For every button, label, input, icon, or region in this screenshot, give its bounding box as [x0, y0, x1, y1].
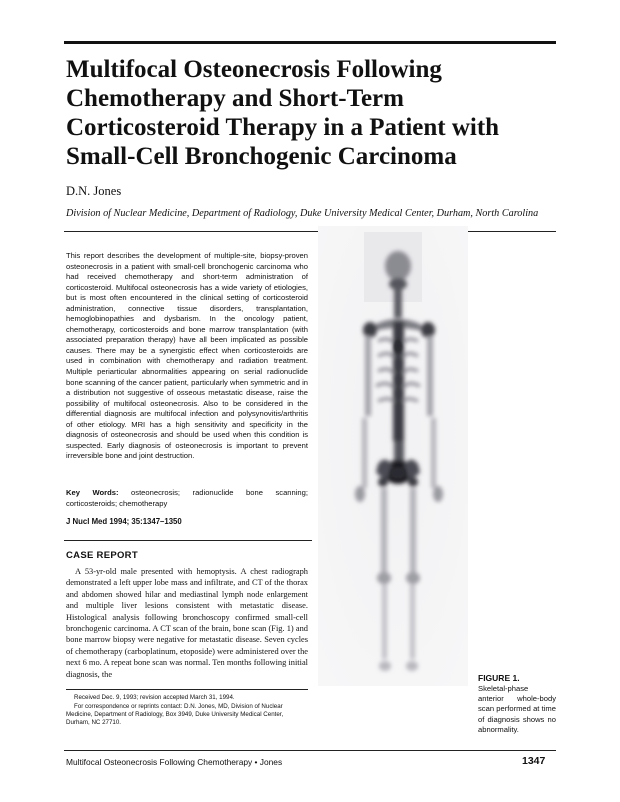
article-title: Multifocal Osteonecrosis Following Chemotherapy and Short-Term Corticosteroid Therapy in a Patient with Small-Cell Bronchogenic Carcinoma [66, 56, 500, 170]
footer-rule [64, 750, 556, 751]
keywords-label: Key Words: [66, 488, 119, 497]
abstract: This report describes the development of multiple-site, biopsy-proven osteonecrosis in a patient with small-cell bronchogenic carcinoma who had received chemotherapy and short-term administration of corticosteroid. Multifocal osteonecrosis has a wide variety of etiologies, but is most often encountered in the clinical setting of corticosteroid administration, connective tissue disorders, transplantation, hemoglobinopathies and dysbarism. In the oncology patient, chemotherapy, corticosteroids and bone marrow transplantation (with associated preparation therapy) have all been implicated as possible causes. There may be a synergistic effect when corticosteroids are used in combination with chemotherapy and radiation treatment. Multiple periarticular abnormalities appearing on serial radionuclide bone scanning of the cancer patient, particularly when symmetric and in a distribution not suggestive of osseous metastatic disease, raise the possibility of multifocal osteonecrosis. Also to be considered in the differential diagnosis are multifocal infection and polysynovitis/arthritis of other etiology. MRI has a high sensitivity and specificity in the diagnosis of osteonecrosis and should be used when this condition is suspected. Early diagnosis of osteonecrosis is important to prevent irreversible bone and joint destruction. [66, 251, 308, 461]
keywords-list: osteonecrosis; radionuclide bone scanning; corticosteroids; chemotherapy [66, 488, 308, 508]
footnote-received: Received Dec. 9, 1993; revision accepted March 31, 1994. [74, 694, 235, 701]
author-affiliation: Division of Nuclear Medicine, Department of Radiology, Duke University Medical Center, Durham, North Carolina [66, 208, 539, 219]
page-number: 1347 [522, 755, 546, 767]
section-heading: CASE REPORT [66, 550, 138, 561]
running-footer: Multifocal Osteonecrosis Following Chemotherapy • Jones [66, 757, 283, 767]
keywords [66, 488, 308, 509]
header-divider [64, 231, 556, 232]
author-name: D.N. Jones [66, 184, 122, 198]
journal-citation: J Nucl Med 1994; 35:1347–1350 [66, 517, 182, 526]
case-report-text: A 53-yr-old male presented with hemoptysis. A chest radiograph demonstrated a left upper lobe mass and infiltrate, and CT of the thorax and abdomen showed hilar and mediastinal lymph node enlargement and multiple liver lesions consistent with metastatic disease. Histological analysis following bronchoscopy confirmed small-cell bronchogenic carcinoma. A CT scan of the brain, bone scan (Fig. 1) and bone marrow biopsy were negative for metastatic disease. Seven cycles of chemotherapy (carboplatinum, etoposide) were administered over the next 6 mo. A repeat bone scan was normal. Ten months following initial diagnosis, the [66, 567, 308, 679]
figure-label: FIGURE 1. [478, 673, 520, 683]
top-rule [64, 41, 556, 44]
figure-caption: Skeletal-phase anterior whole-body scan performed at time of diagnosis shows no abnormality. [478, 684, 556, 734]
footnote-correspondence: For correspondence or reprints contact: D.N. Jones, MD, Division of Nuclear Medicine, Department of Radiology, Box 3949, Duke University Medical Center, Durham, NC 27710. [66, 703, 284, 726]
footnote-divider [66, 689, 308, 690]
section-divider [64, 540, 312, 541]
bone-scan-image [318, 226, 468, 686]
